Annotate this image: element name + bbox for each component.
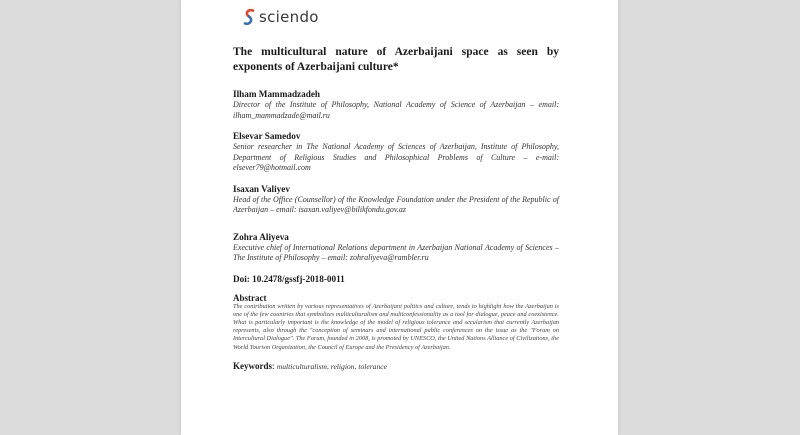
author-name: Elsevar Samedov [233, 131, 301, 141]
author-affiliation: Director of the Institute of Philosophy, National Academy of Science of Azerbaijan – email: ilham_mammadzade@mail.ru [233, 100, 559, 120]
author-affiliation: Senior researcher in The National Academy of Sciences of Azerbaijan, Institute of Philosophy, Department of Religious Studies and Philosophical Problems of Culture – e-mail: elsever79@hotmail.com [233, 142, 559, 172]
article-title: The multicultural nature of Azerbaijani space as seen by exponents of Azerbaijani culture* [233, 46, 559, 73]
article-front-matter [233, 45, 559, 371]
author-name: Isaxan Valiyev [233, 183, 290, 194]
author-block [233, 89, 559, 121]
author-affiliation: Executive chief of International Relations department in Azerbaijan National Academy of Sciences – The Institute of Philosophy – email: zohraliyeva@rambler.ru [233, 242, 559, 262]
abstract-text: The contribution written by various representatives of Azerbaijani politics and culture, tends to highlight how the Azerbaijan is one of the few countries that symbolizes multiculturalism and multiconfessionality as a tool for dialogue, peace and coexistence. What is particularly important is the knowledge of the model of religious tolerance and secularism that currently Azerbaijan represents, also through the "conception of seminars and international public conferences on the issue as the "Forum on Intercultural Dialogue". The Forum, founded in 2008, is promoted by UNESCO, the United Nations Alliance of Civilizations, the World Tourism Organization, the Council of Europe and the Presidency of Azerbaijan. [233, 302, 559, 351]
author-name: Ilham Mammadzadeh [233, 89, 321, 99]
sciendo-logo-icon [243, 8, 255, 26]
author-block [233, 131, 559, 174]
keywords-text: multiculturalism, religion, tolerance [276, 361, 388, 371]
author-name: Zohra Aliyeva [233, 231, 289, 242]
author-block [233, 232, 559, 264]
keywords [233, 361, 559, 371]
author-block [233, 184, 559, 216]
document-page [181, 0, 618, 435]
keywords-separator: : [272, 360, 277, 371]
doi: Doi: 10.2478/gssfj-2018-0011 [233, 273, 345, 284]
publisher-logo [243, 8, 319, 26]
keywords-label: Keywords [233, 360, 272, 371]
abstract-heading: Abstract [233, 292, 267, 303]
author-affiliation: Head of the Office (Counsellor) of the Knowledge Foundation under the President of the Republic of Azerbaijan – email: isaxan.valiyev@bilikfondu.gov.az [233, 194, 559, 214]
logo-text: sciendo [259, 8, 319, 26]
